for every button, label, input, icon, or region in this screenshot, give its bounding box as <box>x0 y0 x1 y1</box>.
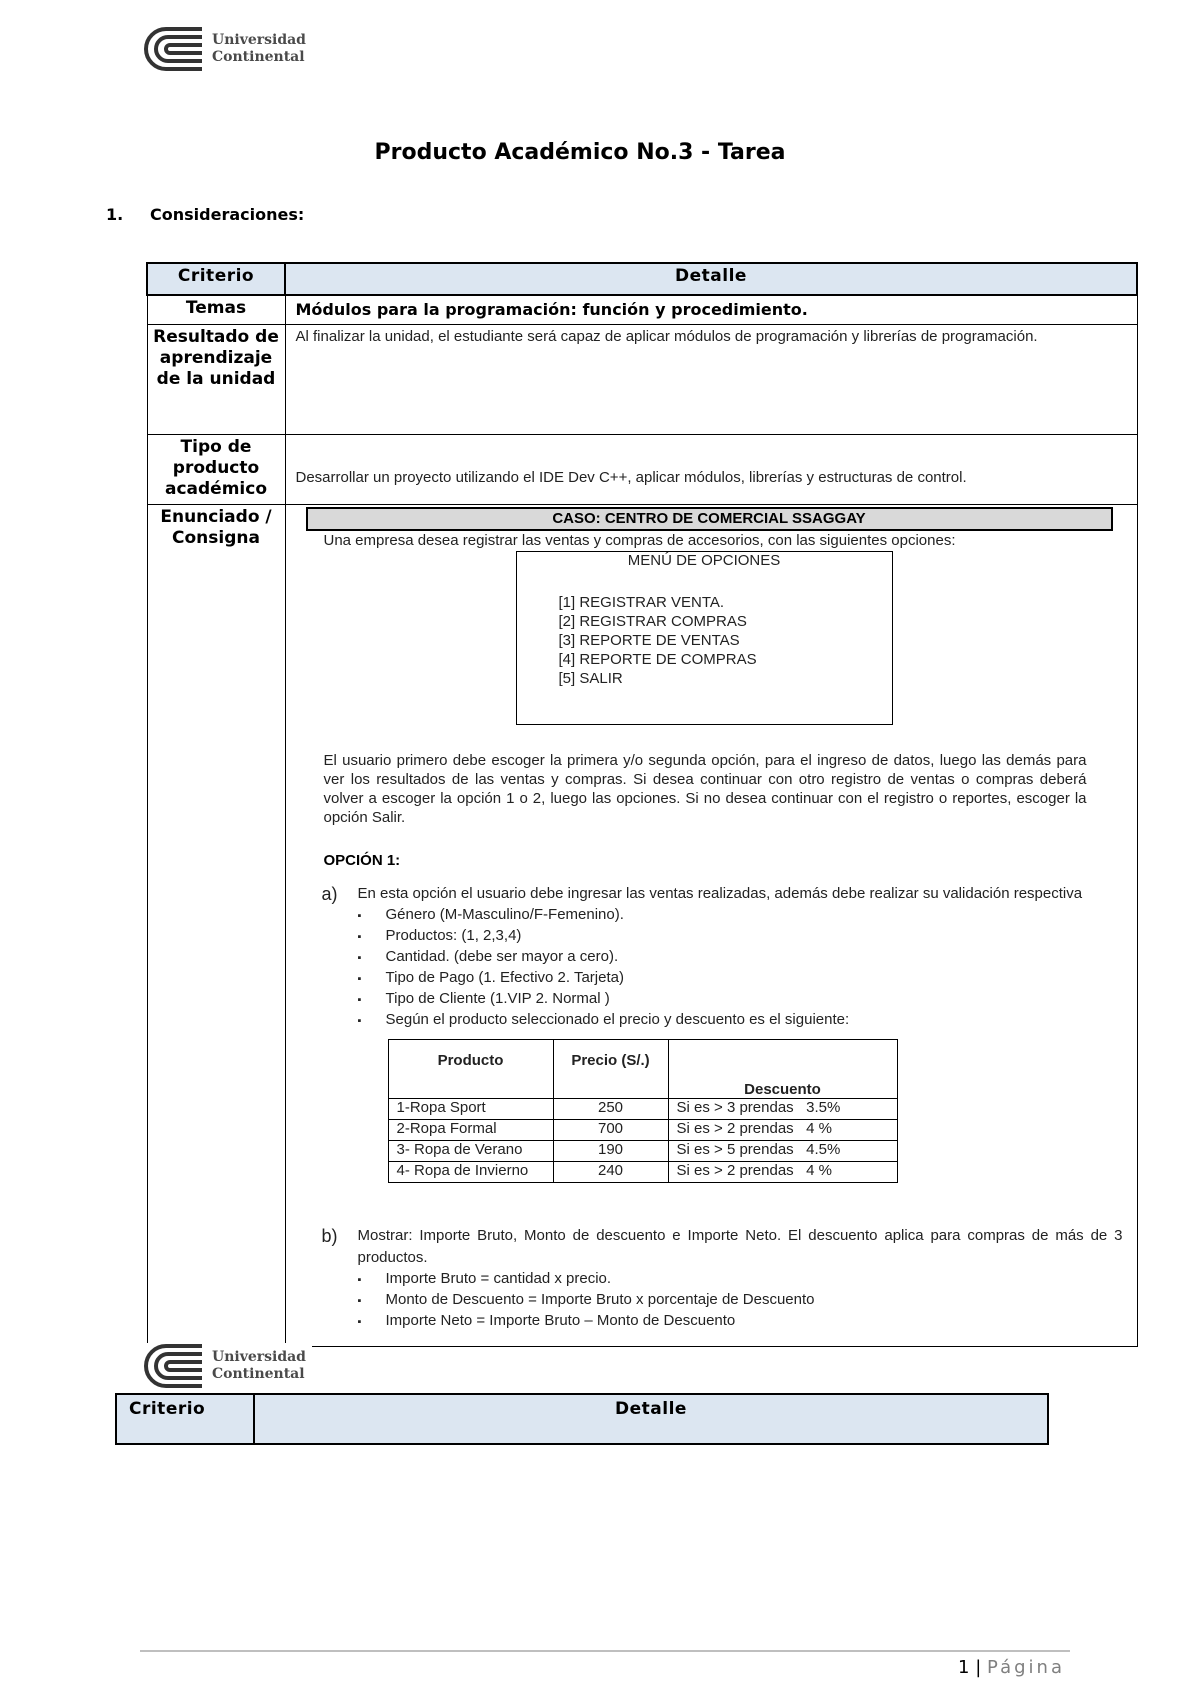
cell-producto: 3- Ropa de Verano <box>388 1141 553 1162</box>
footer-divider <box>140 1650 1070 1652</box>
cell-descuento: Si es > 2 prendas 4 % <box>668 1120 897 1141</box>
menu-item: [2] REGISTRAR COMPRAS <box>558 613 747 630</box>
item-b-letter: b) <box>321 1226 338 1246</box>
item-b <box>322 1225 1123 1269</box>
criterio-temas: Temas <box>147 295 285 325</box>
document-title: Producto Académico No.3 - Tarea <box>374 140 786 165</box>
section-label: Consideraciones: <box>150 205 305 224</box>
price-header-producto: Producto <box>388 1040 553 1099</box>
table-row <box>388 1141 897 1162</box>
price-header-precio: Precio (S/.) <box>553 1040 668 1099</box>
header-detalle: Detalle <box>285 263 1137 295</box>
cell-precio: 250 <box>553 1099 668 1120</box>
logo-line-2: Continental <box>212 1366 305 1382</box>
menu-item: [5] SALIR <box>558 670 623 687</box>
item-a-letter: a) <box>321 884 338 904</box>
header-criterio: Criterio <box>147 263 285 295</box>
bullet-item: ▪ Tipo de Cliente (1.VIP 2. Normal ) <box>358 989 1137 1010</box>
cell-producto: 1-Ropa Sport <box>388 1099 553 1120</box>
logo-mark-icon <box>144 1343 204 1389</box>
item-b-text: Mostrar: Importe Bruto, Monto de descuento e Importe Neto. El descuento aplica para compras de más de 3 productos. <box>357 1227 1123 1266</box>
detalle-enunciado <box>285 505 1137 1347</box>
bullet-item: ▪ Productos: (1, 2,3,4) <box>358 926 1137 947</box>
menu-item: [4] REPORTE DE COMPRAS <box>558 651 757 668</box>
university-logo <box>144 26 306 72</box>
caso-intro: Una empresa desea registrar las ventas y compras de accesorios, con las siguientes opciones: <box>323 532 956 549</box>
university-logo-repeat <box>144 1343 312 1389</box>
detalle-resultado: Al finalizar la unidad, el estudiante será capaz de aplicar módulos de programación y librerías de programación. <box>285 325 1137 435</box>
cell-precio: 240 <box>553 1162 668 1183</box>
price-table <box>388 1039 898 1183</box>
logo-line-1: Universidad <box>212 32 306 48</box>
price-header-descuento: Descuento <box>668 1040 897 1099</box>
criterio-resultado: Resultado de aprendizaje de la unidad <box>147 325 285 435</box>
table-row <box>388 1120 897 1141</box>
bullet-item: ▪ Importe Neto = Importe Bruto – Monto de Descuento <box>358 1311 1137 1332</box>
logo-line-2: Continental <box>212 49 305 65</box>
menu-list <box>559 593 892 688</box>
criterio-tipo: Tipo de producto académico <box>147 435 285 505</box>
cell-precio: 190 <box>553 1141 668 1162</box>
cell-precio: 700 <box>553 1120 668 1141</box>
cell-descuento: Si es > 3 prendas 3.5% <box>668 1099 897 1120</box>
logo-line-1: Universidad <box>212 1349 306 1365</box>
page-label: Página <box>987 1657 1065 1678</box>
menu-item: [3] REPORTE DE VENTAS <box>558 632 740 649</box>
header-criterio: Criterio <box>116 1394 254 1444</box>
criterio-enunciado: Enunciado / Consigna <box>147 505 285 1347</box>
bullet-item: ▪ Género (M-Masculino/F-Femenino). <box>358 905 1137 926</box>
menu-item: [1] REGISTRAR VENTA. <box>558 594 725 611</box>
option-title: OPCIÓN 1: <box>323 852 401 869</box>
caso-title: CASO: CENTRO DE COMERCIAL SSAGGAY <box>306 507 1113 531</box>
bullet-item: ▪ Cantidad. (debe ser mayor a cero). <box>358 947 1137 968</box>
detalle-tipo: Desarrollar un proyecto utilizando el IDE Dev C++, aplicar módulos, librerías y estructuras de control. <box>285 435 1137 505</box>
cell-descuento: Si es > 5 prendas 4.5% <box>668 1141 897 1162</box>
section-heading <box>106 205 304 224</box>
item-a-text: En esta opción el usuario debe ingresar las ventas realizadas, además debe realizar su validación respectiva <box>357 885 1083 902</box>
considerations-table <box>146 262 1138 1347</box>
bullet-item: ▪ Monto de Descuento = Importe Bruto x porcentaje de Descuento <box>358 1290 1137 1311</box>
table-row <box>388 1099 897 1120</box>
bullet-item: ▪ Importe Bruto = cantidad x precio. <box>358 1269 1137 1290</box>
caso-paragraph: El usuario primero debe escoger la primera y/o segunda opción, para el ingreso de datos, luego las demás para ver los resultados de las ventas y compras. Si desea continuar con otro registro de ventas o compras deberá volver a escoger la opción 1 o 2, luego las opciones. Si no desea continuar con el registro o reportes, escoger la opción Salir. <box>323 752 1087 826</box>
section-number: 1. <box>106 205 124 224</box>
continued-table-header <box>115 1393 1049 1445</box>
page-footer <box>958 1657 1065 1678</box>
bullet-item: ▪ Tipo de Pago (1. Efectivo 2. Tarjeta) <box>358 968 1137 989</box>
menu-title: MENÚ DE OPCIONES <box>627 552 781 569</box>
bullet-item: ▪ Según el producto seleccionado el precio y descuento es el siguiente: <box>358 1010 1137 1031</box>
cell-descuento: Si es > 2 prendas 4 % <box>668 1162 897 1183</box>
header-detalle: Detalle <box>254 1394 1048 1444</box>
item-a-bullets <box>358 905 1137 1031</box>
table-row <box>388 1162 897 1183</box>
cell-producto: 2-Ropa Formal <box>388 1120 553 1141</box>
item-b-bullets <box>358 1269 1137 1332</box>
menu-box <box>516 551 893 725</box>
detalle-temas: Módulos para la programación: función y procedimiento. <box>285 295 1137 325</box>
page-number: 1 <box>958 1657 970 1678</box>
logo-mark-icon <box>144 26 204 72</box>
item-a <box>322 883 1123 905</box>
cell-producto: 4- Ropa de Invierno <box>388 1162 553 1183</box>
page-separator: | <box>975 1657 982 1678</box>
